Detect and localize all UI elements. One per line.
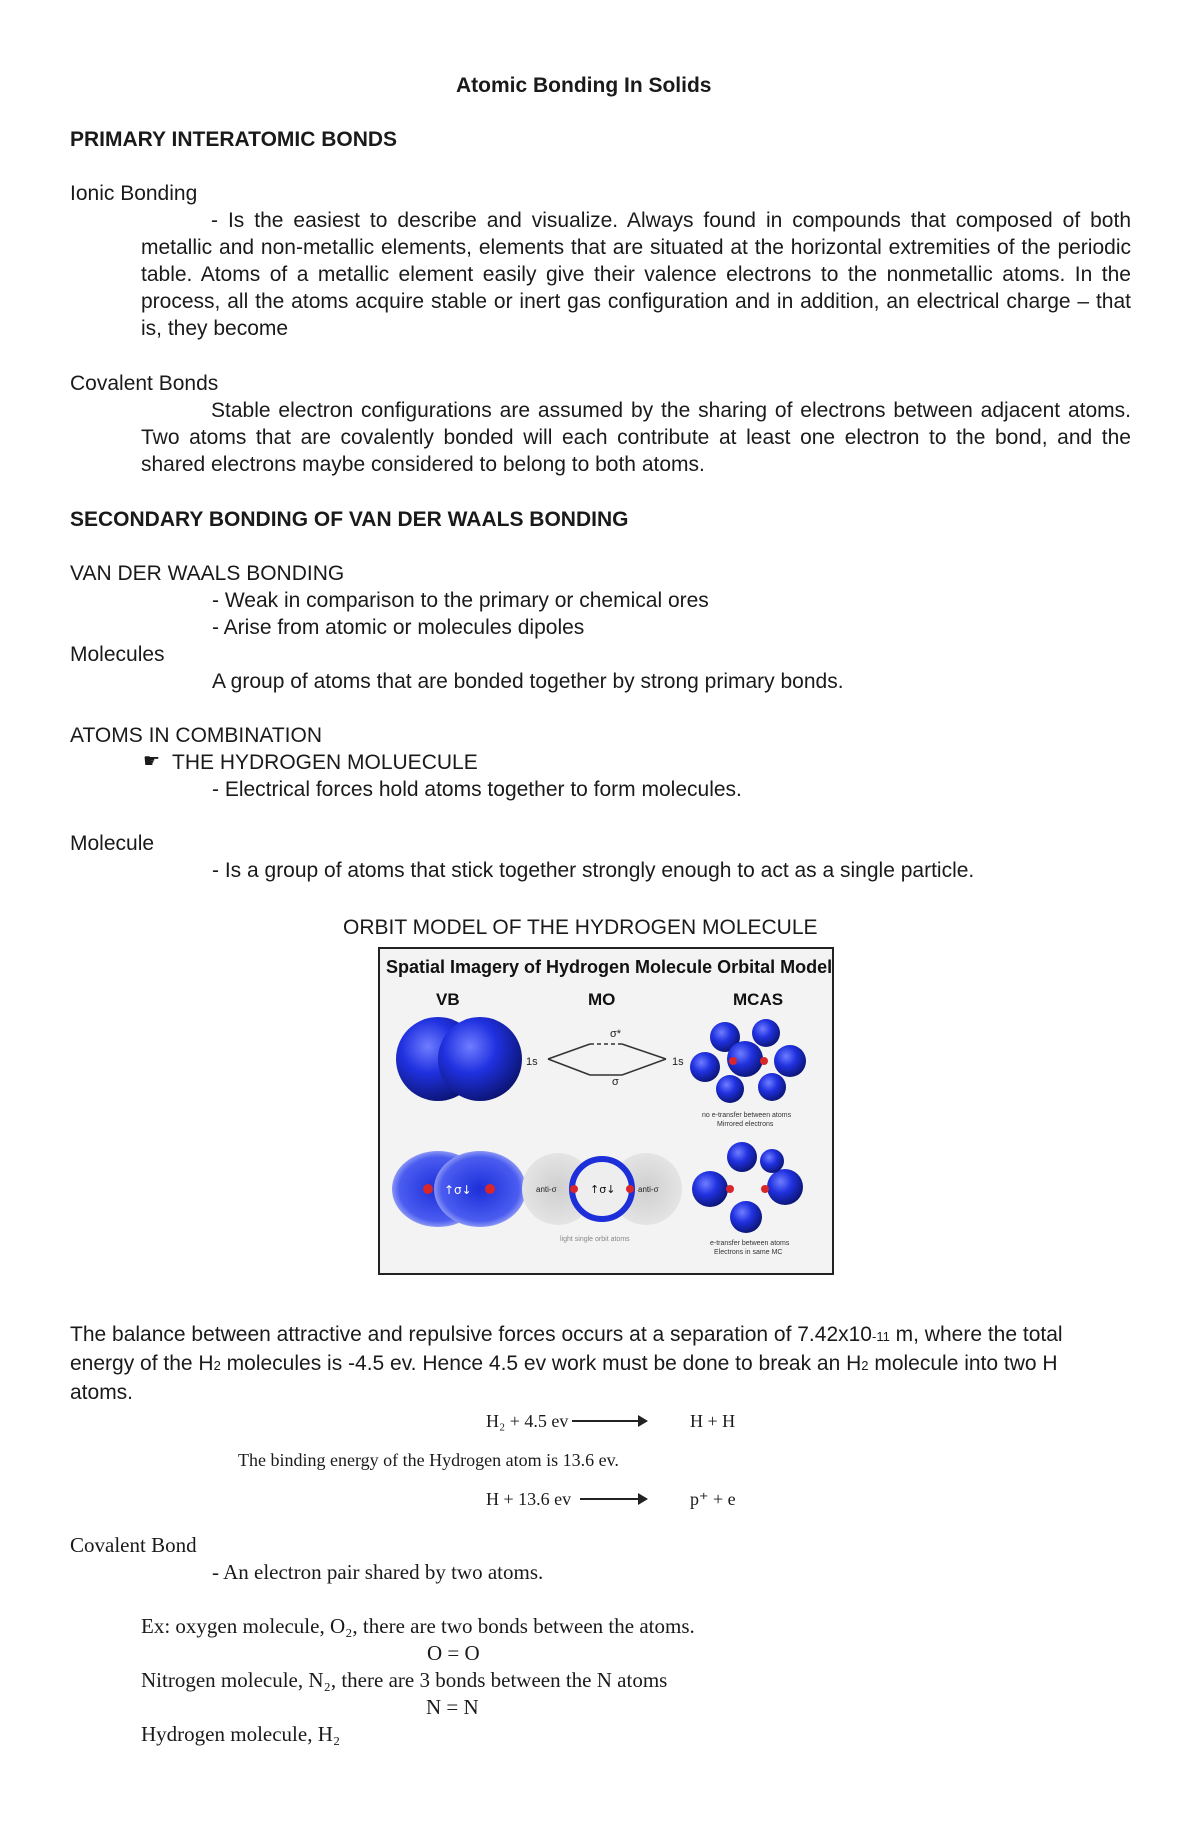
orbital-models-diagram — [380, 949, 832, 1273]
binding-energy-text: The binding energy of the Hydrogen atom is 13.6 ev. — [238, 1450, 619, 1470]
molecule-text: - Is a group of atoms that stick together strongly enough to act as a single particle. — [212, 859, 975, 882]
mo-note: light single orbit atoms — [560, 1236, 630, 1243]
mo-1s-right: 1s — [672, 1056, 684, 1068]
balance-text-2: m, where the total energy of the H — [70, 1323, 1063, 1375]
page-title: Atomic Bonding In Solids — [456, 74, 712, 97]
mo-center-sigma: ↑σ↓ — [590, 1183, 616, 1196]
molecules-text: A group of atoms that are bonded together by strong primary bonds. — [212, 670, 844, 693]
hydrogen-molecule-subtext: - Electrical forces hold atoms together to form molecules. — [212, 778, 742, 801]
ionic-label: Ionic Bonding — [70, 182, 198, 205]
balance-paragraph — [70, 1321, 1100, 1406]
oxygen-formula: O = O — [427, 1641, 480, 1665]
col-vb-label: VB — [436, 990, 460, 1009]
equation-2-left: H + 13.6 ev — [486, 1489, 572, 1509]
col-mcas-label: MCAS — [733, 990, 784, 1009]
figure-caption: ORBIT MODEL OF THE HYDROGEN MOLECULE — [343, 916, 818, 939]
molecules-label: Molecules — [70, 643, 165, 666]
orbital-models-figure — [378, 947, 834, 1275]
mcas-note-1a: no e-transfer between atoms — [702, 1112, 792, 1119]
figure-title: Spatial Imagery of Hydrogen Molecule Orbital Models — [386, 957, 832, 977]
mcas-note-2b: Electrons in same MC — [714, 1249, 783, 1256]
balance-h2-sub-1: 2 — [213, 1358, 221, 1373]
secondary-heading: SECONDARY BONDING OF VAN DER WAALS BONDING — [70, 508, 629, 531]
mo-anti-sigma-right: anti-σ — [638, 1185, 659, 1194]
vb-fused-spheres — [396, 1017, 522, 1101]
nitrogen-example: Nitrogen molecule, N₂, there are 3 bonds between the N atoms — [141, 1668, 668, 1692]
molecule-label: Molecule — [70, 832, 155, 855]
balance-text-3: molecules is -4.5 ev. Hence 4.5 ev work must be done to break an H — [220, 1352, 862, 1375]
mcas-note-1b: Mirrored electrons — [717, 1121, 774, 1128]
equation-2-right: p⁺ + e — [690, 1489, 736, 1509]
mo-sigma-star: σ* — [610, 1028, 622, 1040]
vdw-label: VAN DER WAALS BONDING — [70, 562, 345, 585]
balance-text-1: The balance between attractive and repulsive forces occurs at a separation of 7.42x10 — [70, 1323, 872, 1346]
vb-sigma-label: ↑σ↓ — [444, 1183, 472, 1197]
covalent-bond-label: Covalent Bond — [70, 1533, 197, 1557]
mcas-note-2a: e-transfer between atoms — [710, 1240, 790, 1247]
oxygen-example: Ex: oxygen molecule, O₂, there are two bonds between the atoms. — [141, 1614, 695, 1638]
equation-1-right: H + H — [690, 1411, 736, 1431]
vdw-item-dipoles: - Arise from atomic or molecules dipoles — [212, 616, 585, 639]
equation-1-left: H₂ + 4.5 ev — [486, 1411, 569, 1431]
mo-anti-sigma-left: anti-σ — [536, 1185, 557, 1194]
hydrogen-example: Hydrogen molecule, H₂ — [141, 1722, 341, 1746]
hydrogen-molecule-bullet: THE HYDROGEN MOLUECULE — [172, 751, 478, 774]
vdw-item-weak: - Weak in comparison to the primary or chemical ores — [212, 589, 709, 612]
covalent-paragraph: Stable electron configurations are assumed by the sharing of electrons between adjacent atoms. Two atoms that are covalently bonded will each contribute at least one electron to the bond, and the shared electrons maybe considered to belong to both atoms. — [141, 399, 1131, 476]
atoms-label: ATOMS IN COMBINATION — [70, 724, 323, 747]
balance-text-4: molecule into two H atoms. — [70, 1352, 1058, 1404]
equation-1-arrow — [572, 1420, 646, 1422]
covalent-label: Covalent Bonds — [70, 372, 219, 395]
nitrogen-formula: N = N — [426, 1695, 479, 1719]
col-mo-label: MO — [588, 990, 616, 1009]
equation-2-arrow — [580, 1498, 646, 1500]
balance-exponent: -11 — [871, 1329, 890, 1344]
mo-1s-left: 1s — [526, 1056, 538, 1068]
ionic-paragraph: - Is the easiest to describe and visualize. Always found in compounds that composed of both metallic and non-metallic elements, elements that are situated at the horizontal extremities of the periodic table. Atoms of a metallic element easily give their valence electrons to the nonmetallic atoms. In the process, all the atoms acquire stable or inert gas configuration and in addition, an electrical charge – that is, they become — [141, 209, 1131, 340]
mo-sigma: σ — [612, 1076, 619, 1088]
balance-h2-sub-2: 2 — [861, 1358, 869, 1373]
primary-heading: PRIMARY INTERATOMIC BONDS — [70, 128, 398, 151]
covalent-bond-text: - An electron pair shared by two atoms. — [212, 1560, 544, 1584]
pointing-hand-icon: ☛ — [143, 750, 161, 772]
